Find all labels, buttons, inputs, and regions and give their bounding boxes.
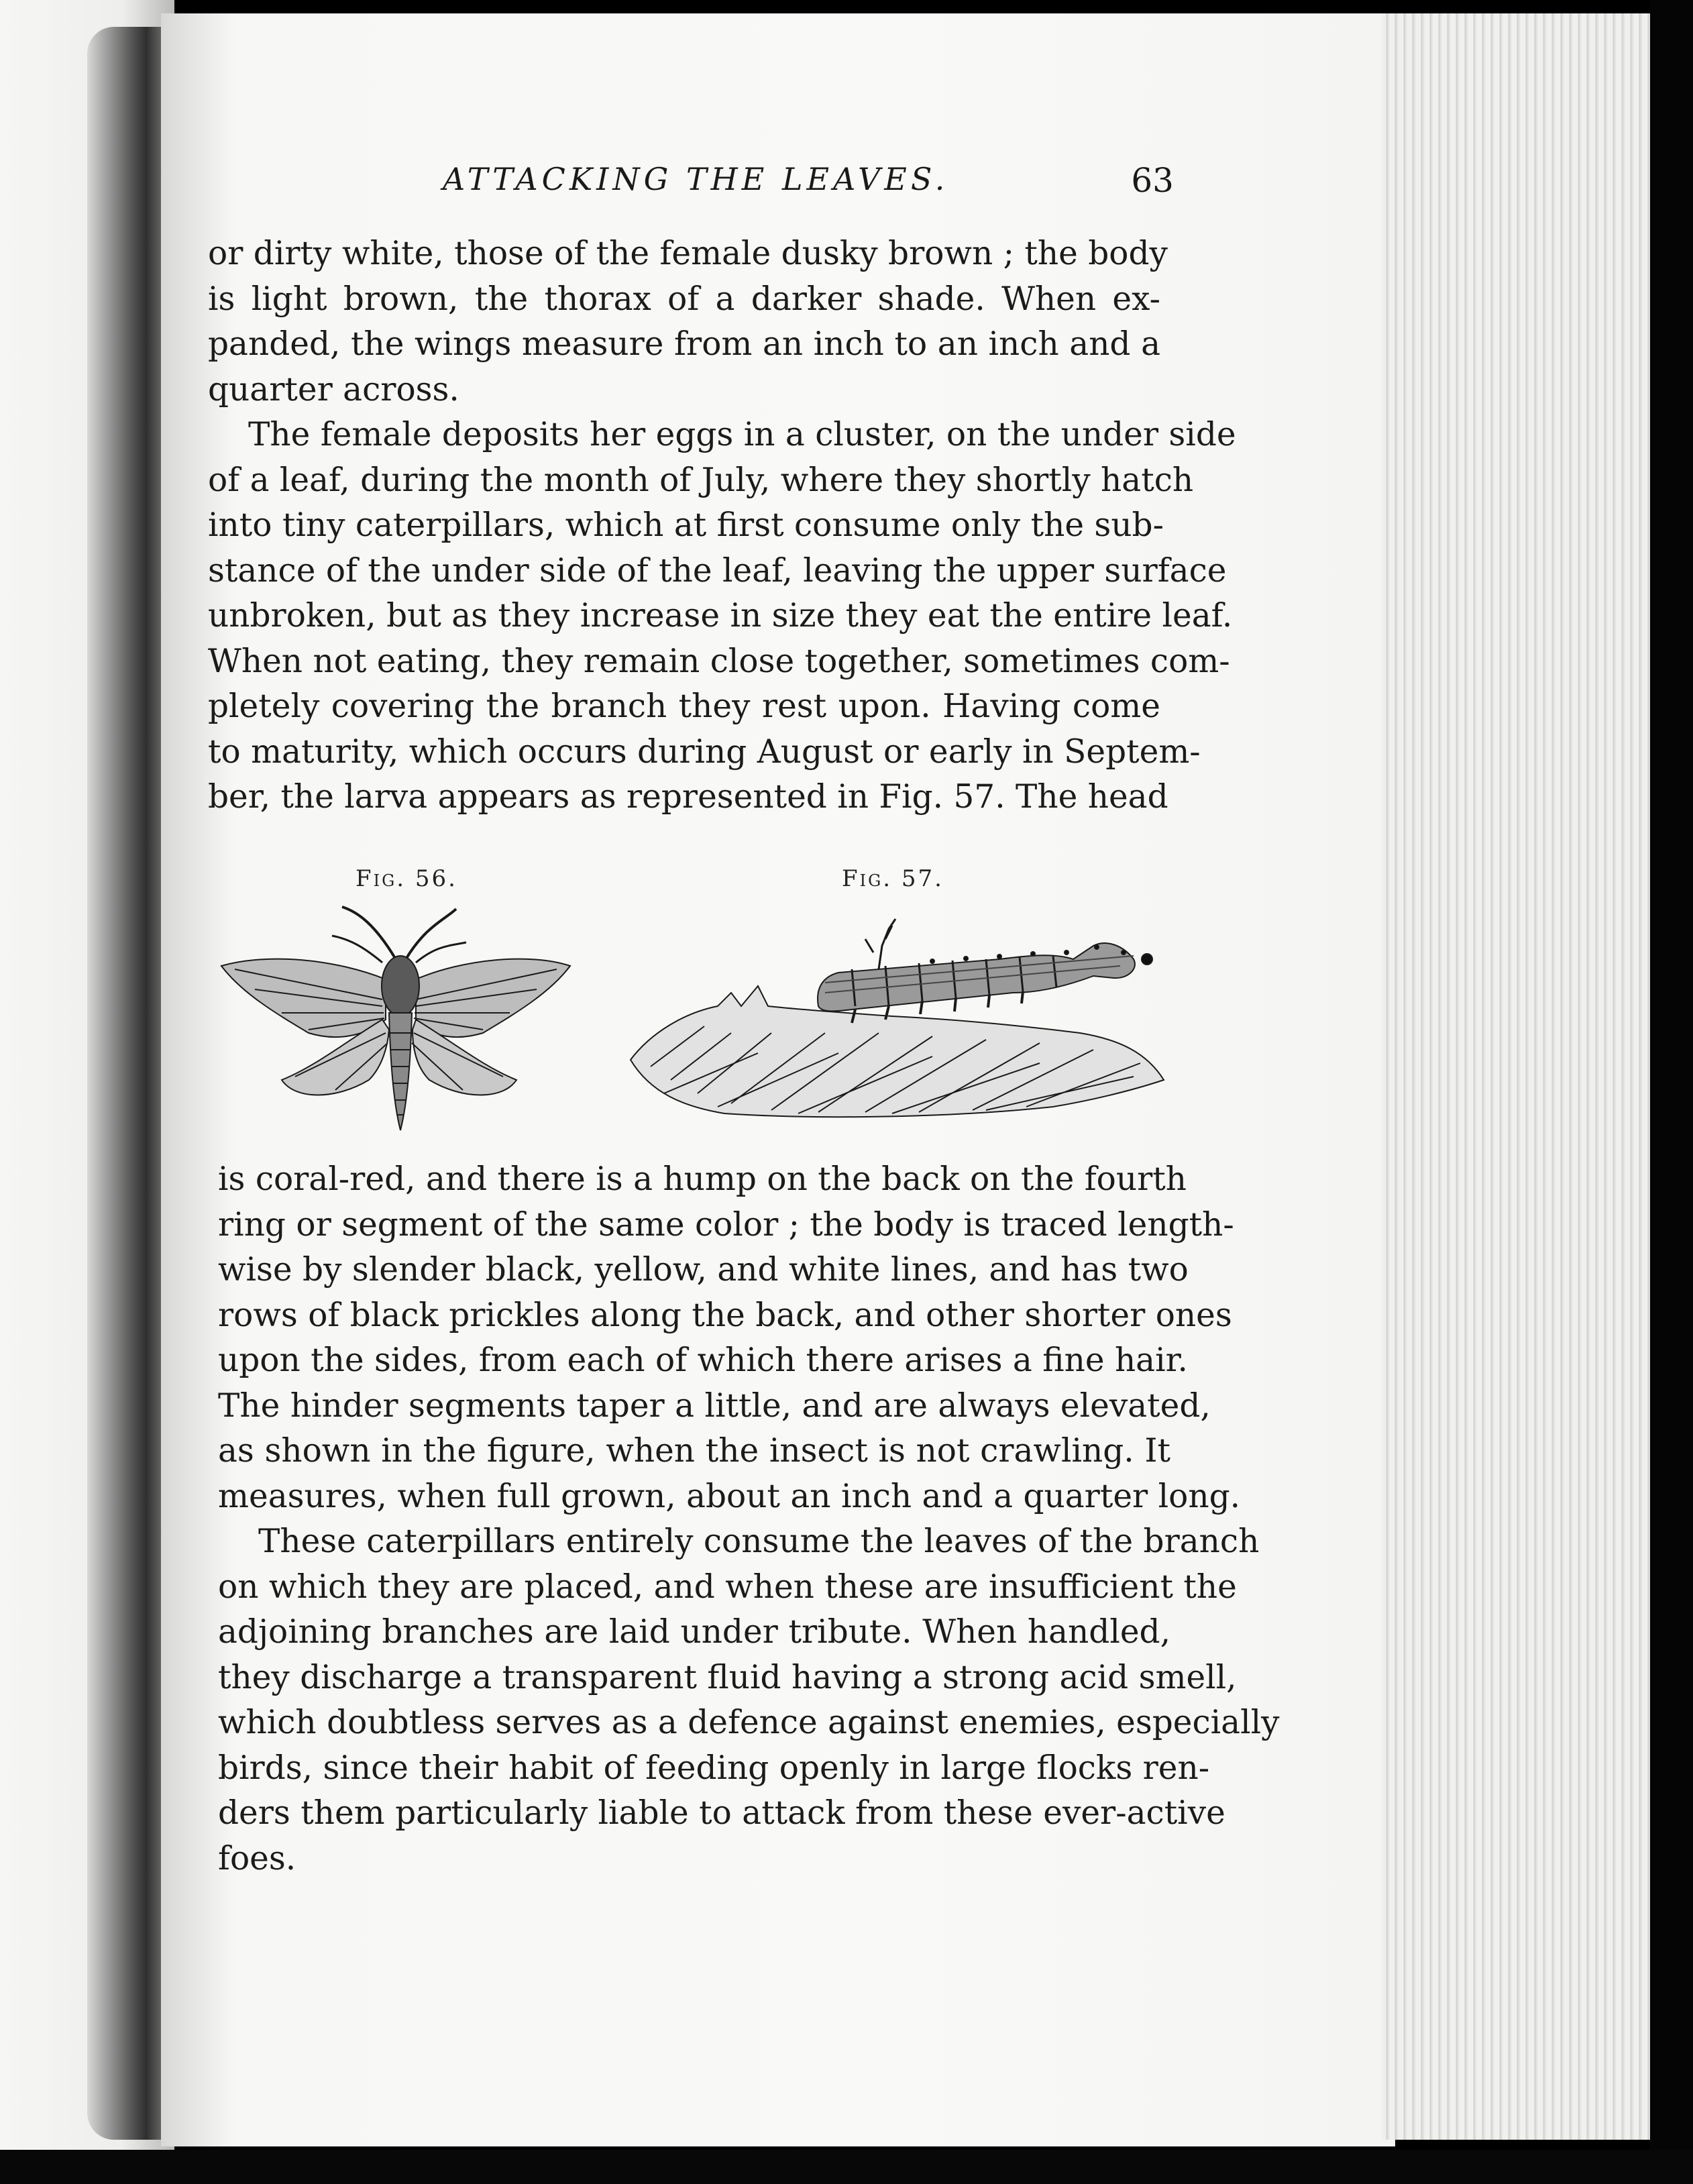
text-line: on which they are placed, and when these are insufficient the [218, 1568, 1237, 1606]
text-line: When not eating, they remain close together, sometimes com- [208, 642, 1230, 680]
fig-57-caption: Fig. 57. [842, 865, 944, 892]
text-line: ring or segment of the same color ; the body is traced length- [218, 1205, 1234, 1244]
text-line: to maturity, which occurs during August or early in Septem- [208, 732, 1201, 771]
text-line: rows of black prickles along the back, and other shorter ones [218, 1296, 1232, 1334]
text-line: unbroken, but as they increase in size they eat the entire leaf. [208, 597, 1233, 635]
text-line: of a leaf, during the month of July, where they shortly hatch [208, 461, 1194, 499]
moth-illustration [215, 899, 577, 1140]
text-line: as shown in the figure, when the insect is not crawling. It [218, 1432, 1170, 1470]
text-line: ber, the larva appears as represented in Fig. 57. The head [208, 778, 1168, 816]
text-line: foes. [218, 1839, 296, 1877]
page-number: 63 [1131, 161, 1174, 200]
text-line: is coral-red, and there is a hump on the back on the fourth [218, 1160, 1187, 1198]
text-line: they discharge a transparent fluid having a strong acid smell, [218, 1658, 1237, 1696]
text-line: pletely covering the branch they rest upon. Having come [208, 688, 1160, 725]
body-text-bottom [218, 1157, 1280, 1881]
text-line: The hinder segments taper a little, and are always elevated, [218, 1386, 1211, 1425]
text-line: ders them particularly liable to attack from these ever-active [218, 1794, 1225, 1832]
running-head: ATTACKING THE LEAVES. [443, 161, 949, 197]
text-line: into tiny caterpillars, which at first consume only the sub- [208, 506, 1164, 544]
caterpillar-illustration [624, 899, 1174, 1127]
text-line: stance of the under side of the leaf, leaving the upper surface [208, 551, 1227, 590]
page-edges-stack [1382, 13, 1654, 2140]
text-line: quarter across. [208, 370, 459, 408]
text-line: The female deposits her eggs in a cluster, on the under side [248, 416, 1236, 453]
text-line: which doubtless serves as a defence against enemies, especially [218, 1704, 1280, 1741]
scan-border-right [1650, 0, 1693, 2184]
body-text-top [208, 231, 1236, 820]
text-line: is light brown, the thorax of a darker shade. When ex- [208, 280, 1160, 318]
text-line: panded, the wings measure from an inch to an inch and a [208, 325, 1160, 363]
text-line: adjoining branches are laid under tribute. When handled, [218, 1613, 1170, 1651]
text-line: measures, when full grown, about an inch and a quarter long. [218, 1477, 1241, 1515]
scan-border-bottom [0, 2150, 1693, 2184]
text-line: birds, since their habit of feeding openly in large flocks ren- [218, 1749, 1210, 1787]
text-line: These caterpillars entirely consume the leaves of the branch [258, 1523, 1260, 1560]
text-line: or dirty white, those of the female dusky brown ; the body [208, 235, 1168, 272]
text-line: wise by slender black, yellow, and white lines, and has two [218, 1251, 1189, 1289]
text-line: upon the sides, from each of which there arises a fine hair. [218, 1342, 1188, 1379]
fig-56-caption: Fig. 56. [356, 865, 457, 892]
